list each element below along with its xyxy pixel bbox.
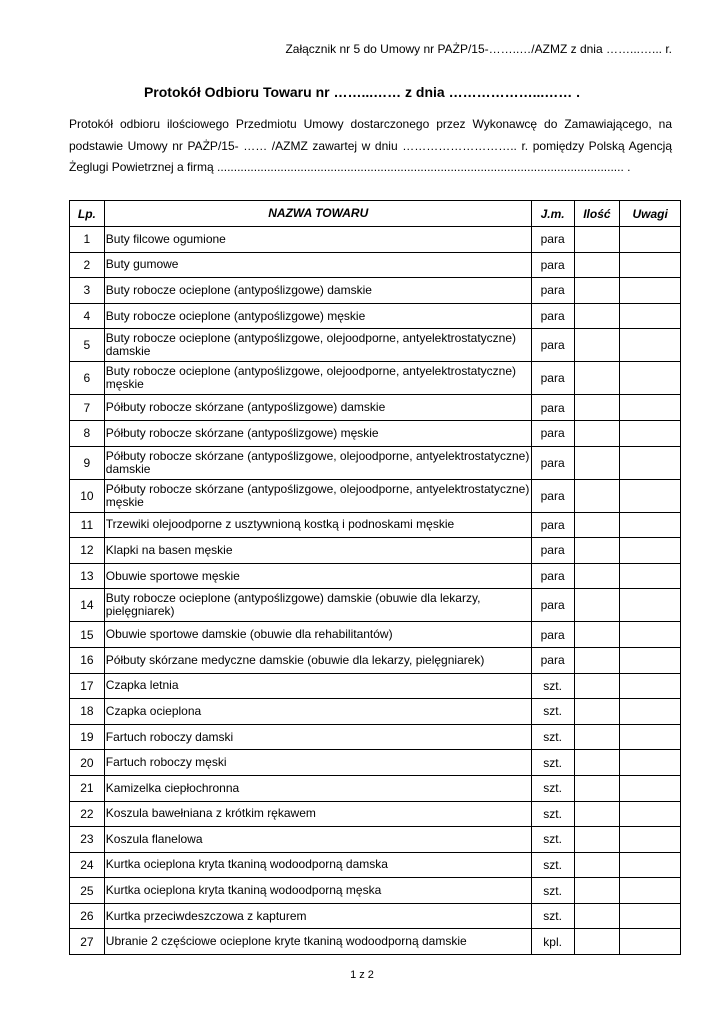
row-uwagi-cell[interactable] bbox=[620, 775, 681, 801]
row-jm: szt. bbox=[531, 750, 574, 776]
row-ilosc-cell[interactable] bbox=[574, 929, 620, 955]
table-row bbox=[70, 801, 681, 827]
row-ilosc-cell[interactable] bbox=[574, 589, 620, 622]
row-name: Półbuty robocze skórzane (antypoślizgowe) męskie bbox=[104, 420, 531, 446]
row-lp: 27 bbox=[70, 929, 105, 955]
row-uwagi-cell[interactable] bbox=[620, 563, 681, 589]
intro-line: podstawie Umowy nr PAŻP/15- …… /AZMZ zawartej w dniu ……………………….. r. pomiędzy Polską Agencją bbox=[69, 138, 672, 153]
row-uwagi-cell[interactable] bbox=[620, 479, 681, 512]
row-uwagi-cell[interactable] bbox=[620, 512, 681, 538]
table-row bbox=[70, 278, 681, 304]
row-name: Kurtka ocieplona kryta tkaniną wodoodporną męska bbox=[104, 878, 531, 904]
goods-table bbox=[69, 200, 681, 955]
row-lp: 24 bbox=[70, 852, 105, 878]
row-name: Kurtka ocieplona kryta tkaniną wodoodporną damska bbox=[104, 852, 531, 878]
row-uwagi-cell[interactable] bbox=[620, 252, 681, 278]
table-row bbox=[70, 647, 681, 673]
table-row bbox=[70, 878, 681, 904]
row-jm: kpl. bbox=[531, 929, 574, 955]
row-ilosc-cell[interactable] bbox=[574, 479, 620, 512]
row-name: Buty gumowe bbox=[104, 252, 531, 278]
row-name: Półbuty robocze skórzane (antypoślizgowe, olejoodporne, antyelektrostatyczne) męskie bbox=[104, 479, 531, 512]
row-uwagi-cell[interactable] bbox=[620, 395, 681, 421]
row-uwagi-cell[interactable] bbox=[620, 647, 681, 673]
row-ilosc-cell[interactable] bbox=[574, 724, 620, 750]
row-name: Półbuty skórzane medyczne damskie (obuwie dla lekarzy, pielęgniarek) bbox=[104, 647, 531, 673]
row-uwagi-cell[interactable] bbox=[620, 750, 681, 776]
row-ilosc-cell[interactable] bbox=[574, 801, 620, 827]
row-uwagi-cell[interactable] bbox=[620, 903, 681, 929]
row-ilosc-cell[interactable] bbox=[574, 563, 620, 589]
table-row bbox=[70, 512, 681, 538]
table-row bbox=[70, 303, 681, 329]
row-ilosc-cell[interactable] bbox=[574, 278, 620, 304]
row-ilosc-cell[interactable] bbox=[574, 827, 620, 853]
row-name: Buty robocze ocieplone (antypoślizgowe) damskie bbox=[104, 278, 531, 304]
row-lp: 6 bbox=[70, 362, 105, 395]
table-row bbox=[70, 699, 681, 725]
row-uwagi-cell[interactable] bbox=[620, 538, 681, 564]
table-row bbox=[70, 852, 681, 878]
row-lp: 16 bbox=[70, 647, 105, 673]
row-lp: 2 bbox=[70, 252, 105, 278]
row-lp: 23 bbox=[70, 827, 105, 853]
table-row bbox=[70, 827, 681, 853]
row-name: Buty robocze ocieplone (antypoślizgowe, olejoodporne, antyelektrostatyczne) męskie bbox=[104, 362, 531, 395]
row-lp: 7 bbox=[70, 395, 105, 421]
row-name: Kurtka przeciwdeszczowa z kapturem bbox=[104, 903, 531, 929]
row-lp: 9 bbox=[70, 446, 105, 479]
table-row bbox=[70, 420, 681, 446]
row-uwagi-cell[interactable] bbox=[620, 420, 681, 446]
row-uwagi-cell[interactable] bbox=[620, 827, 681, 853]
row-uwagi-cell[interactable] bbox=[620, 673, 681, 699]
row-lp: 15 bbox=[70, 622, 105, 648]
row-uwagi-cell[interactable] bbox=[620, 329, 681, 362]
row-uwagi-cell[interactable] bbox=[620, 446, 681, 479]
row-lp: 22 bbox=[70, 801, 105, 827]
table-header-row bbox=[70, 201, 681, 227]
header-uwagi: Uwagi bbox=[620, 201, 681, 227]
row-ilosc-cell[interactable] bbox=[574, 903, 620, 929]
table-row bbox=[70, 362, 681, 395]
row-uwagi-cell[interactable] bbox=[620, 362, 681, 395]
attachment-reference: Załącznik nr 5 do Umowy nr PAŻP/15-……..…/AZMZ z dnia ……...…... r. bbox=[285, 42, 672, 56]
row-name: Półbuty robocze skórzane (antypoślizgowe, olejoodporne, antyelektrostatyczne) damskie bbox=[104, 446, 531, 479]
row-jm: szt. bbox=[531, 878, 574, 904]
row-name: Klapki na basen męskie bbox=[104, 538, 531, 564]
row-jm: szt. bbox=[531, 827, 574, 853]
row-name: Fartuch roboczy męski bbox=[104, 750, 531, 776]
row-lp: 3 bbox=[70, 278, 105, 304]
row-uwagi-cell[interactable] bbox=[620, 227, 681, 253]
row-uwagi-cell[interactable] bbox=[620, 878, 681, 904]
table-row bbox=[70, 750, 681, 776]
table-row bbox=[70, 479, 681, 512]
row-uwagi-cell[interactable] bbox=[620, 724, 681, 750]
row-ilosc-cell[interactable] bbox=[574, 750, 620, 776]
header-name: NAZWA TOWARU bbox=[104, 201, 531, 227]
row-jm: szt. bbox=[531, 673, 574, 699]
row-name: Czapka ocieplona bbox=[104, 699, 531, 725]
header-jm: J.m. bbox=[531, 201, 574, 227]
row-jm: szt. bbox=[531, 775, 574, 801]
row-ilosc-cell[interactable] bbox=[574, 699, 620, 725]
row-lp: 17 bbox=[70, 673, 105, 699]
row-uwagi-cell[interactable] bbox=[620, 589, 681, 622]
document-title: Protokół Odbioru Towaru nr ……...…… z dnia ………………...…… . bbox=[143, 84, 581, 100]
row-name: Koszula flanelowa bbox=[104, 827, 531, 853]
row-jm: para bbox=[531, 563, 574, 589]
row-ilosc-cell[interactable] bbox=[574, 420, 620, 446]
row-jm: szt. bbox=[531, 699, 574, 725]
intro-line: Żeglugi Powietrznej a firmą .......................................................................................................................... . bbox=[69, 160, 631, 174]
row-name: Buty robocze ocieplone (antypoślizgowe) damskie (obuwie dla lekarzy, pielęgniarek) bbox=[104, 589, 531, 622]
row-jm: szt. bbox=[531, 801, 574, 827]
table-row bbox=[70, 673, 681, 699]
row-lp: 1 bbox=[70, 227, 105, 253]
row-ilosc-cell[interactable] bbox=[574, 252, 620, 278]
row-lp: 20 bbox=[70, 750, 105, 776]
row-lp: 5 bbox=[70, 329, 105, 362]
row-lp: 10 bbox=[70, 479, 105, 512]
table-row bbox=[70, 538, 681, 564]
row-lp: 21 bbox=[70, 775, 105, 801]
header-lp: Lp. bbox=[70, 201, 105, 227]
table-row bbox=[70, 903, 681, 929]
row-ilosc-cell[interactable] bbox=[574, 673, 620, 699]
goods-table-body bbox=[70, 227, 681, 955]
row-uwagi-cell[interactable] bbox=[620, 801, 681, 827]
row-name: Ubranie 2 częściowe ocieplone kryte tkaniną wodoodporną damskie bbox=[104, 929, 531, 955]
row-name: Czapka letnia bbox=[104, 673, 531, 699]
row-ilosc-cell[interactable] bbox=[574, 538, 620, 564]
row-ilosc-cell[interactable] bbox=[574, 227, 620, 253]
intro-paragraph bbox=[69, 114, 672, 179]
row-lp: 11 bbox=[70, 512, 105, 538]
row-jm: para bbox=[531, 446, 574, 479]
table-row bbox=[70, 775, 681, 801]
row-lp: 19 bbox=[70, 724, 105, 750]
row-jm: para bbox=[531, 362, 574, 395]
row-jm: para bbox=[531, 303, 574, 329]
row-name: Buty robocze ocieplone (antypoślizgowe) męskie bbox=[104, 303, 531, 329]
row-jm: para bbox=[531, 395, 574, 421]
row-jm: para bbox=[531, 420, 574, 446]
row-ilosc-cell[interactable] bbox=[574, 362, 620, 395]
row-jm: para bbox=[531, 252, 574, 278]
row-ilosc-cell[interactable] bbox=[574, 329, 620, 362]
row-ilosc-cell[interactable] bbox=[574, 303, 620, 329]
row-jm: para bbox=[531, 329, 574, 362]
row-jm: para bbox=[531, 622, 574, 648]
row-uwagi-cell[interactable] bbox=[620, 699, 681, 725]
table-row bbox=[70, 622, 681, 648]
row-name: Trzewiki olejoodporne z usztywnioną kostką i podnoskami męskie bbox=[104, 512, 531, 538]
row-lp: 26 bbox=[70, 903, 105, 929]
row-ilosc-cell[interactable] bbox=[574, 622, 620, 648]
table-row bbox=[70, 929, 681, 955]
row-jm: para bbox=[531, 479, 574, 512]
row-name: Półbuty robocze skórzane (antypoślizgowe) damskie bbox=[104, 395, 531, 421]
row-ilosc-cell[interactable] bbox=[574, 852, 620, 878]
intro-line: Protokół odbioru ilościowego Przedmiotu Umowy dostarczonego przez Wykonawcę do Zamawiającego, na bbox=[69, 117, 672, 131]
header-ilosc: Ilość bbox=[574, 201, 620, 227]
row-name: Koszula bawełniana z krótkim rękawem bbox=[104, 801, 531, 827]
row-lp: 8 bbox=[70, 420, 105, 446]
row-uwagi-cell[interactable] bbox=[620, 278, 681, 304]
table-row bbox=[70, 589, 681, 622]
row-jm: szt. bbox=[531, 724, 574, 750]
table-row bbox=[70, 227, 681, 253]
row-name: Buty filcowe ogumione bbox=[104, 227, 531, 253]
table-row bbox=[70, 395, 681, 421]
row-lp: 18 bbox=[70, 699, 105, 725]
row-ilosc-cell[interactable] bbox=[574, 446, 620, 479]
table-row bbox=[70, 252, 681, 278]
row-lp: 13 bbox=[70, 563, 105, 589]
row-name: Obuwie sportowe damskie (obuwie dla rehabilitantów) bbox=[104, 622, 531, 648]
row-uwagi-cell[interactable] bbox=[620, 929, 681, 955]
table-row bbox=[70, 563, 681, 589]
row-jm: para bbox=[531, 538, 574, 564]
table-row bbox=[70, 724, 681, 750]
row-name: Fartuch roboczy damski bbox=[104, 724, 531, 750]
row-jm: para bbox=[531, 512, 574, 538]
row-uwagi-cell[interactable] bbox=[620, 622, 681, 648]
row-jm: para bbox=[531, 647, 574, 673]
row-ilosc-cell[interactable] bbox=[574, 775, 620, 801]
row-ilosc-cell[interactable] bbox=[574, 647, 620, 673]
row-ilosc-cell[interactable] bbox=[574, 512, 620, 538]
table-row bbox=[70, 329, 681, 362]
row-jm: para bbox=[531, 278, 574, 304]
row-name: Obuwie sportowe męskie bbox=[104, 563, 531, 589]
page-number: 1 z 2 bbox=[350, 969, 374, 981]
table-row bbox=[70, 446, 681, 479]
row-jm: para bbox=[531, 227, 574, 253]
row-lp: 25 bbox=[70, 878, 105, 904]
row-jm: szt. bbox=[531, 903, 574, 929]
row-ilosc-cell[interactable] bbox=[574, 395, 620, 421]
row-name: Kamizelka ciepłochronna bbox=[104, 775, 531, 801]
row-uwagi-cell[interactable] bbox=[620, 852, 681, 878]
row-uwagi-cell[interactable] bbox=[620, 303, 681, 329]
row-lp: 14 bbox=[70, 589, 105, 622]
row-lp: 12 bbox=[70, 538, 105, 564]
row-lp: 4 bbox=[70, 303, 105, 329]
row-jm: para bbox=[531, 589, 574, 622]
row-ilosc-cell[interactable] bbox=[574, 878, 620, 904]
row-name: Buty robocze ocieplone (antypoślizgowe, olejoodporne, antyelektrostatyczne) damskie bbox=[104, 329, 531, 362]
row-jm: szt. bbox=[531, 852, 574, 878]
